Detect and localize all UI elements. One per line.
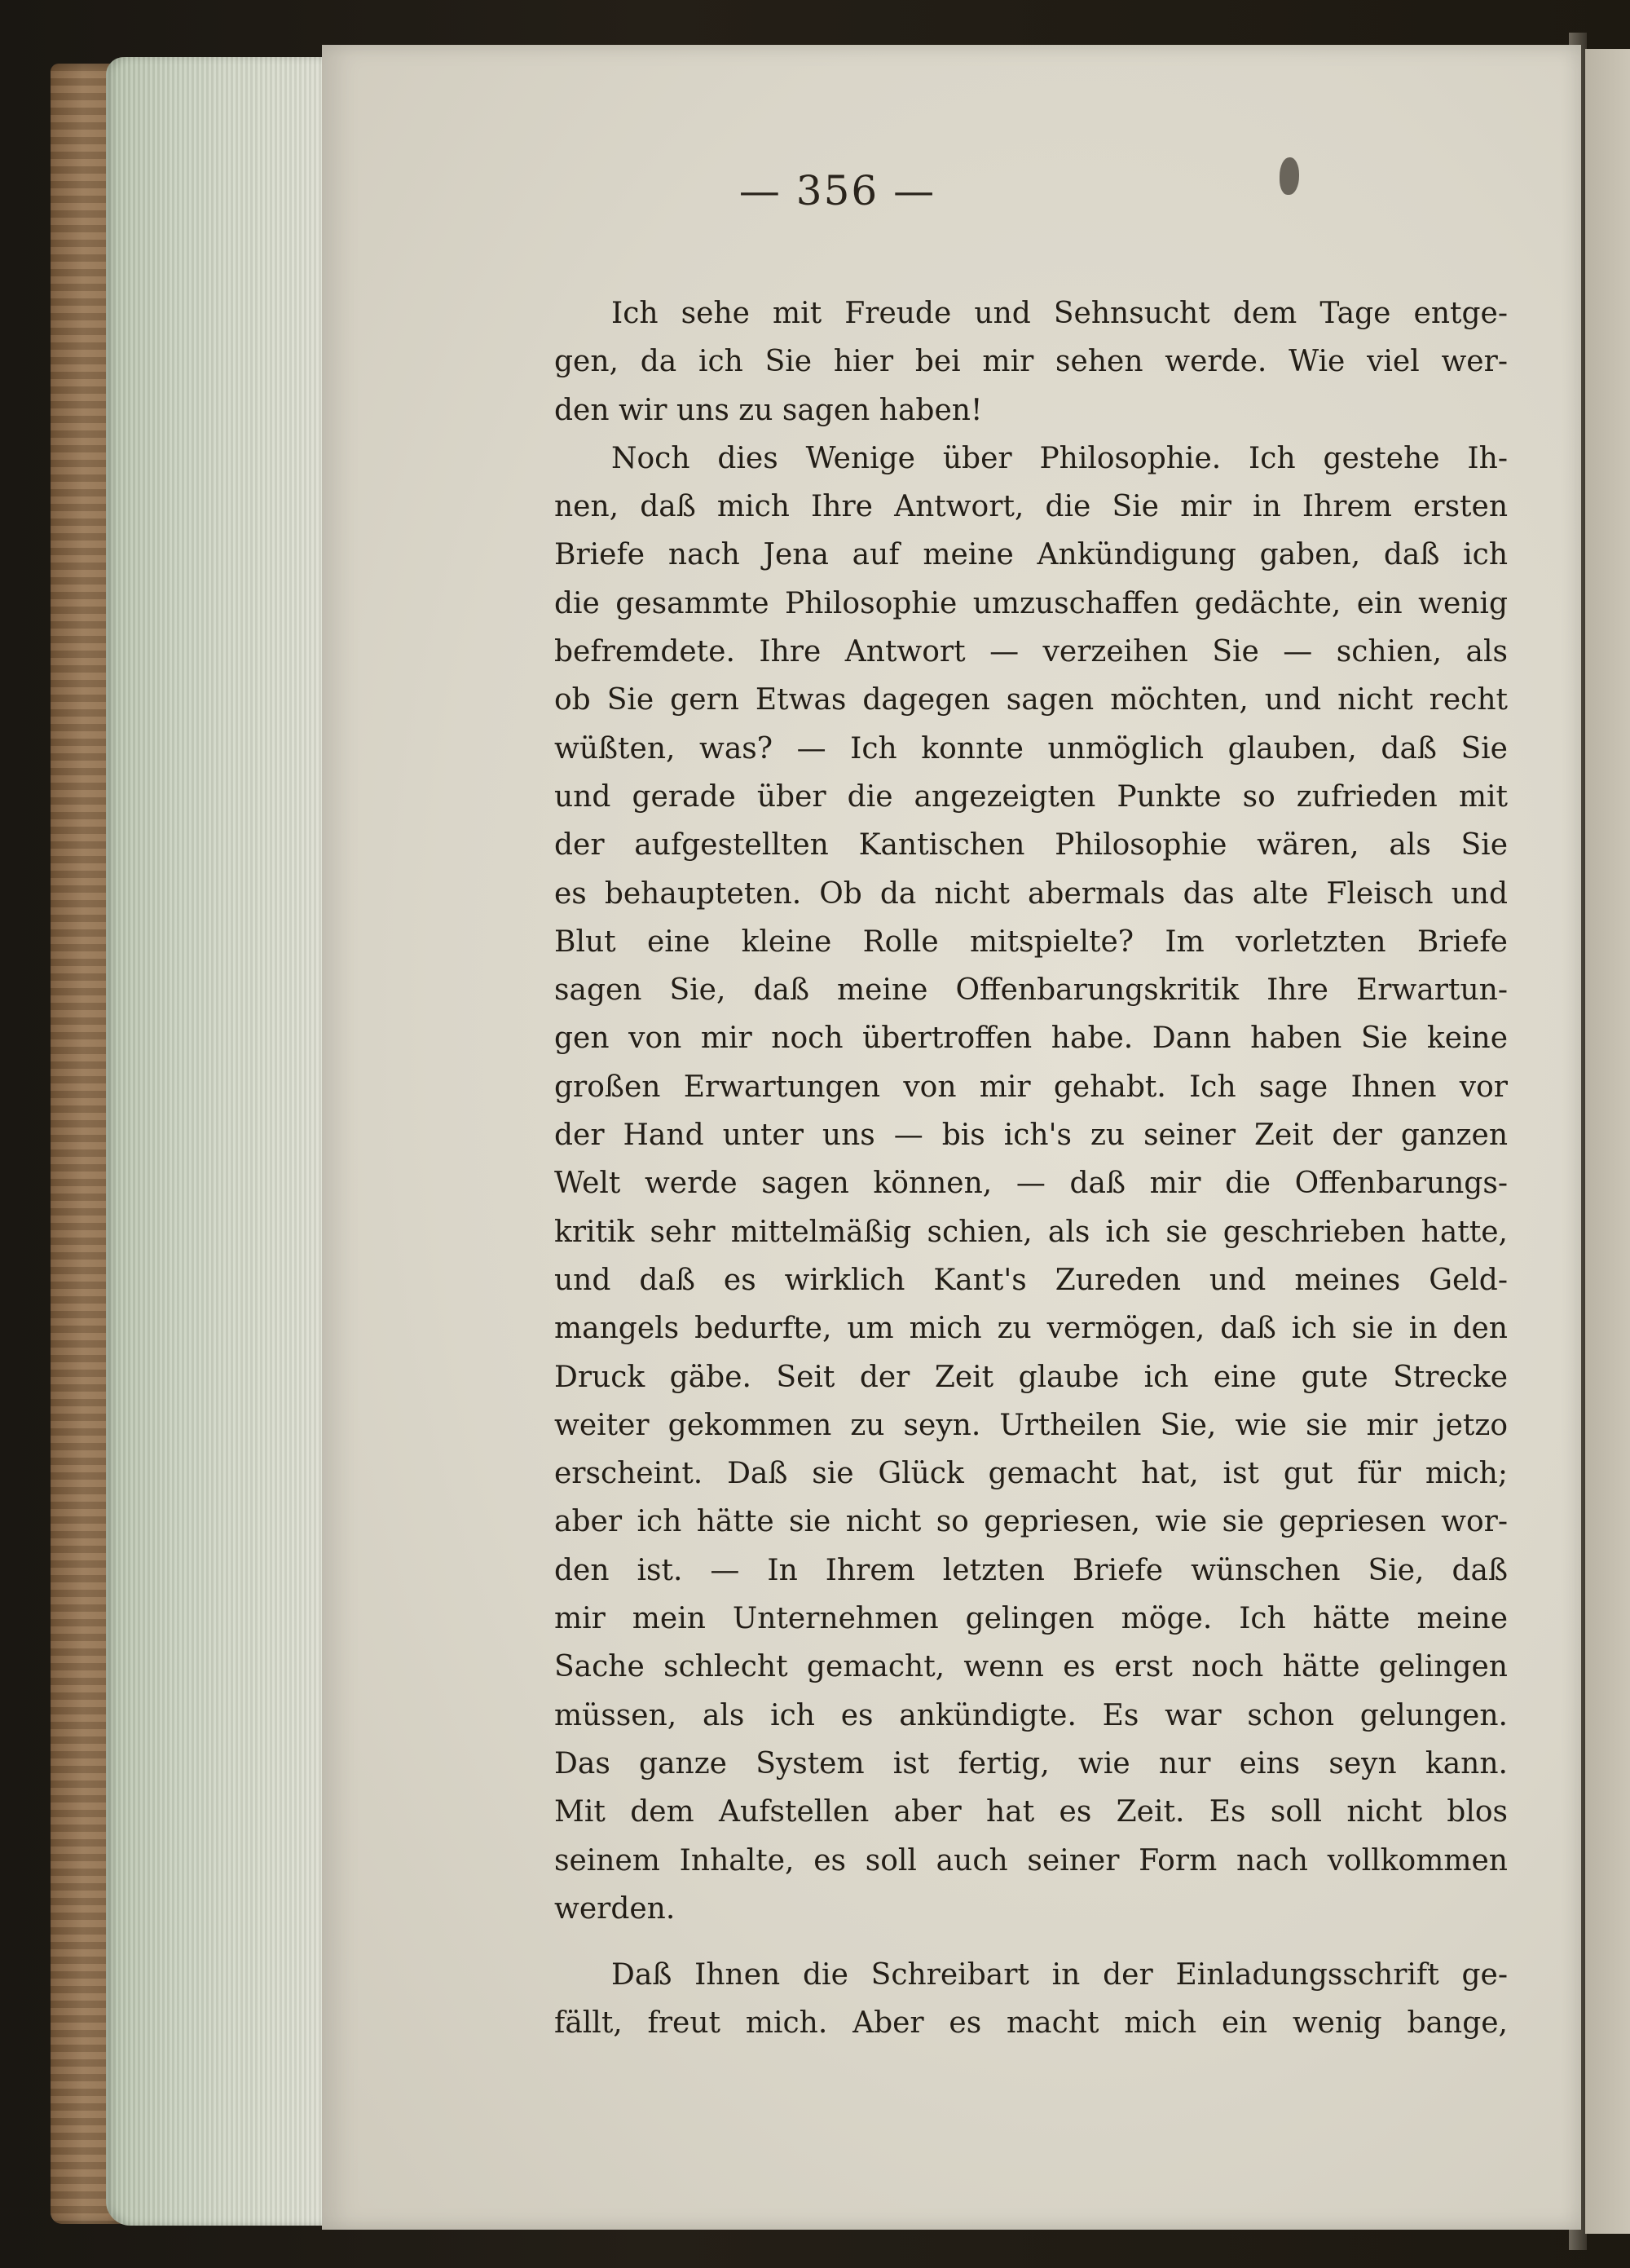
text-line: gen, da ich Sie hier bei mir sehen werde. Wie viel wer- (554, 345, 1508, 379)
text-line: nen, daß mich Ihre Antwort, die Sie mir in Ihrem ersten (554, 490, 1508, 524)
text-line: Das ganze System ist fertig, wie nur eins seyn kann. (554, 1746, 1508, 1780)
body-text (554, 289, 1508, 2048)
book-page (322, 45, 1581, 2230)
text-line: müssen, als ich es ankündigte. Es war schon gelungen. (554, 1698, 1508, 1732)
text-line: mir mein Unternehmen gelingen möge. Ich hätte meine (554, 1602, 1508, 1636)
text-line: sagen Sie, daß meine Offenbarungskritik Ihre Erwartun- (554, 973, 1508, 1008)
page-stack-edge (106, 57, 342, 2226)
text-line: kritik sehr mittelmäßig schien, als ich sie geschrieben hatte, (554, 1215, 1508, 1249)
text-line: Briefe nach Jena auf meine Ankündigung gaben, daß ich (554, 538, 1508, 572)
text-line: fällt, freut mich. Aber es macht mich ein wenig bange, (554, 2006, 1508, 2041)
page-number: — 356 — (738, 167, 936, 214)
text-line: großen Erwartungen von mir gehabt. Ich sage Ihnen vor (554, 1070, 1508, 1104)
text-line: Sache schlecht gemacht, wenn es erst noch hätte gelingen (554, 1650, 1508, 1684)
text-line: und daß es wirklich Kant's Zureden und meines Geld- (554, 1263, 1508, 1297)
facing-page-edge (1585, 49, 1630, 2234)
text-line: erscheint. Daß sie Glück gemacht hat, ist gut für mich; (554, 1457, 1508, 1491)
text-line: der aufgestellten Kantischen Philosophie wären, als Sie (554, 828, 1508, 863)
text-line: seinem Inhalte, es soll auch seiner Form nach vollkommen (554, 1843, 1508, 1877)
text-line: den wir uns zu sagen haben! (554, 393, 983, 427)
text-line: Daß Ihnen die Schreibart in der Einladungsschrift ge- (611, 1958, 1508, 1992)
text-line: werden. (554, 1891, 676, 1926)
text-line: Blut eine kleine Rolle mitspielte? Im vorletzten Briefe (554, 924, 1508, 959)
text-line: Mit dem Aufstellen aber hat es Zeit. Es soll nicht blos (554, 1795, 1508, 1829)
text-line: es behaupteten. Ob da nicht abermals das alte Fleisch und (554, 876, 1508, 911)
text-line: weiter gekommen zu seyn. Urtheilen Sie, wie sie mir jetzo (554, 1408, 1508, 1442)
text-line: aber ich hätte sie nicht so gepriesen, wie sie gepriesen wor- (554, 1505, 1508, 1539)
text-line: den ist. — In Ihrem letzten Briefe wünschen Sie, daß (554, 1553, 1508, 1587)
text-line: mangels bedurfte, um mich zu vermögen, daß ich sie in den (554, 1312, 1508, 1346)
text-line: gen von mir noch übertroffen habe. Dann haben Sie keine (554, 1021, 1508, 1056)
text-line: Druck gäbe. Seit der Zeit glaube ich eine gute Strecke (554, 1360, 1508, 1394)
text-line: und gerade über die angezeigten Punkte so zufrieden mit (554, 779, 1508, 814)
text-line: Ich sehe mit Freude und Sehnsucht dem Tage entge- (611, 297, 1508, 330)
text-line: die gesammte Philosophie umzuschaffen gedächte, ein wenig (554, 586, 1508, 620)
text-line: wüßten, was? — Ich konnte unmöglich glauben, daß Sie (554, 731, 1508, 766)
text-line: Welt werde sagen können, — daß mir die Offenbarungs- (554, 1167, 1508, 1201)
paragraph-gap (554, 1933, 1508, 1951)
text-line: Noch dies Wenige über Philosophie. Ich gestehe Ih- (611, 441, 1508, 475)
text-line: befremdete. Ihre Antwort — verzeihen Sie — schien, als (554, 635, 1508, 669)
text-line: der Hand unter uns — bis ich's zu seiner Zeit der ganzen (554, 1119, 1508, 1153)
text-line: ob Sie gern Etwas dagegen sagen möchten, und nicht recht (554, 683, 1508, 717)
